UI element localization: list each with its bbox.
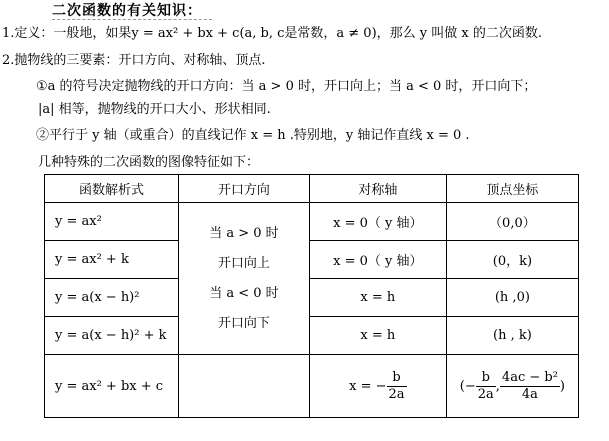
row-vertex: (h , k)	[446, 317, 578, 355]
definition-formula: y = ax² + bx + c(a, b, c是常数，a ≠ 0)	[131, 26, 377, 41]
definition-prefix: 1.定义：一般地，如果	[2, 26, 132, 41]
row-vertex: (h ,0)	[446, 279, 578, 317]
direction-cell	[179, 203, 310, 355]
features-table	[44, 174, 579, 418]
header-vertex: 顶点坐标	[446, 175, 578, 203]
row-vertex: (0，k)	[446, 241, 578, 279]
table-intro: 几种特殊的二次函数的图像特征如下：	[38, 155, 260, 170]
table-row	[45, 317, 579, 355]
row-axis: x = 0（ y 轴）	[309, 241, 446, 279]
direction-line: 开口向上	[217, 255, 270, 271]
fraction-numerator: b	[387, 370, 407, 387]
fraction-numerator: b	[476, 370, 496, 387]
vertex-prefix: (−	[459, 378, 476, 394]
definition-suffix: ，那么 y 叫做 x 的二次函数.	[376, 26, 542, 41]
header-expression: 函数解析式	[45, 175, 179, 203]
row-vertex: （0,0）	[446, 203, 578, 241]
row-axis: x = 0（ y 轴）	[309, 203, 446, 241]
table-row	[45, 355, 579, 418]
section-title: 二次函数的有关知识：	[52, 3, 202, 19]
row-expression: y = a(x − h)²	[45, 279, 179, 317]
row-axis	[309, 355, 446, 418]
row-vertex	[446, 355, 578, 418]
table-row	[45, 241, 579, 279]
direction-line: 当 a < 0 时	[209, 285, 279, 301]
fraction-numerator: 4ac − b²	[501, 369, 558, 385]
point2-line: ②平行于 y 轴（或重合）的直线记作 x = h .特别地，y 轴记作直线 x = 0 .	[36, 128, 470, 143]
vertex-suffix: )	[559, 378, 565, 394]
table-row	[45, 279, 579, 317]
axis-prefix: x = −	[349, 378, 387, 394]
point1-line1: ①a 的符号决定抛物线的开口方向：当 a > 0 时，开口向上；当 a < 0 时，开口向下；	[36, 79, 537, 94]
table-header-row	[45, 175, 579, 203]
axis-fraction	[387, 370, 407, 403]
row-expression: y = ax² + bx + c	[45, 355, 179, 418]
vertex-comma: ,	[495, 378, 500, 394]
row-axis: x = h	[309, 279, 446, 317]
direction-empty-cell	[179, 355, 310, 418]
fraction-denominator: 2a	[477, 386, 494, 402]
vertex-fraction-x	[476, 370, 496, 403]
table-row	[45, 203, 579, 241]
fraction-denominator: 4a	[521, 386, 538, 402]
point1-line2: |a| 相等，抛物线的开口大小、形状相同.	[38, 102, 271, 117]
definition-line	[2, 25, 542, 43]
row-expression: y = ax² + k	[45, 241, 179, 279]
row-expression: y = ax²	[45, 203, 179, 241]
header-axis: 对称轴	[309, 175, 446, 203]
three-elements-line: 2.抛物线的三要素：开口方向、对称轴、顶点.	[2, 53, 266, 68]
fraction-denominator: 2a	[388, 386, 405, 402]
title-underline	[52, 19, 212, 20]
row-expression: y = a(x − h)² + k	[45, 317, 179, 355]
direction-line: 开口向下	[217, 315, 270, 331]
header-direction: 开口方向	[179, 175, 310, 203]
vertex-fraction-y	[500, 370, 560, 403]
direction-line: 当 a > 0 时	[209, 225, 279, 241]
row-axis: x = h	[309, 317, 446, 355]
